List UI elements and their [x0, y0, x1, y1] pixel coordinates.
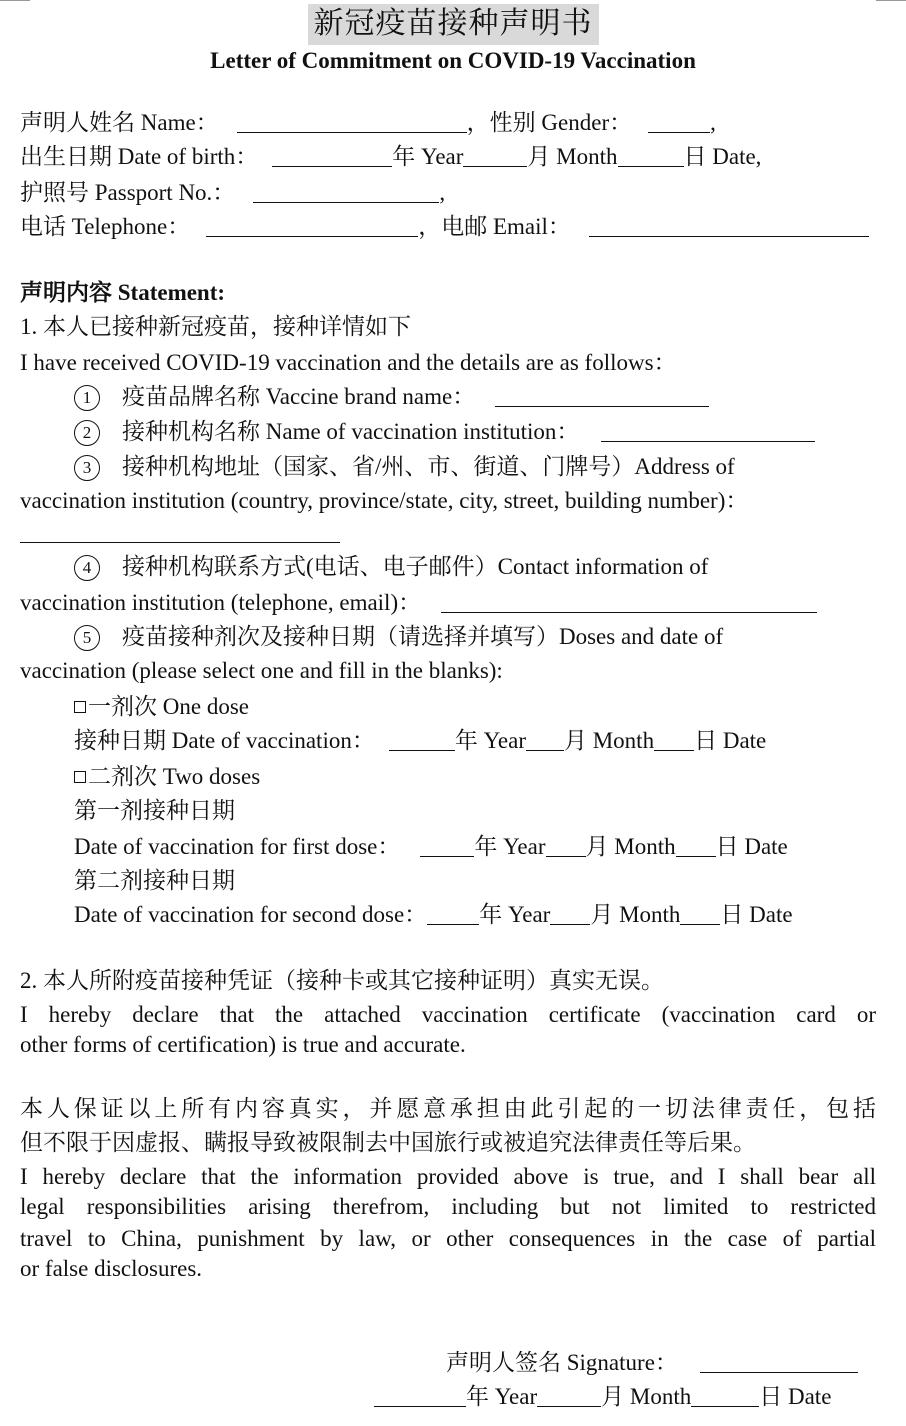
circled-number: 4: [74, 555, 100, 581]
one-dose-month-field[interactable]: [526, 728, 564, 751]
guarantee-cn-line1: 本人保证以上所有内容真实，并愿意承担由此引起的一切法律责任，包括: [20, 1096, 876, 1121]
address-label-cn: 接种机构地址（国家、省/州、市、街道、门牌号）Address of: [122, 454, 735, 479]
circled-number: 1: [74, 385, 100, 411]
passport-label: 护照号 Passport No.：: [20, 180, 236, 205]
signature-line: [446, 1348, 858, 1378]
one-dose-day-field[interactable]: [654, 728, 694, 751]
page-corner-mark: [876, 0, 906, 1]
dob-line: [20, 142, 761, 172]
year-label: 年 Year: [474, 834, 546, 859]
vacc-date-label: 接种日期 Date of vaccination：: [74, 728, 375, 753]
sub-item-address: [74, 452, 735, 482]
title-container: [0, 4, 906, 45]
item1-cn: 1. 本人已接种新冠疫苗，接种详情如下: [20, 314, 411, 339]
one-dose-checkbox[interactable]: [74, 701, 86, 713]
second-dose-cn: 第二剂接种日期: [74, 868, 235, 893]
contact-label-cn: 接种机构联系方式(电话、电子邮件）Contact information of: [122, 554, 709, 579]
sub-item-contact: [74, 552, 708, 582]
brand-label: 疫苗品牌名称 Vaccine brand name：: [122, 384, 476, 409]
sub-item-brand: [74, 382, 709, 412]
one-dose-year-field[interactable]: [389, 728, 455, 751]
item2-en-line2: other forms of certification) is true and accurate.: [20, 1032, 466, 1057]
dob-year-label: 年 Year: [392, 144, 464, 169]
contact-label-line: [20, 588, 817, 618]
dob-year-field[interactable]: [272, 144, 392, 167]
dob-month-field[interactable]: [463, 144, 527, 167]
gender-field[interactable]: [648, 110, 710, 133]
date-label: 日 Date: [720, 902, 793, 927]
signature-label: 声明人签名 Signature：: [446, 1350, 678, 1375]
signature-date-line: [374, 1382, 831, 1412]
one-dose-label: 一剂次 One dose: [88, 694, 249, 719]
gender-label: ，性别 Gender：: [466, 110, 633, 135]
circled-number: 3: [74, 455, 100, 481]
guarantee-en-line4: or false disclosures.: [20, 1256, 203, 1281]
guarantee-en-line1: I hereby declare that the information provided above is true, and I shall bear all: [20, 1164, 876, 1189]
email-field[interactable]: [589, 214, 869, 237]
first-dose-day-field[interactable]: [676, 834, 716, 857]
guarantee-cn-line2: 但不限于因虚报、瞒报导致被限制去中国旅行或被追究法律责任等后果。: [20, 1130, 756, 1155]
name-label: 声明人姓名 Name：: [20, 110, 219, 135]
address-field-line: [20, 518, 340, 548]
second-dose-label: Date of vaccination for second dose：: [74, 902, 428, 927]
first-dose-year-field[interactable]: [420, 834, 474, 857]
first-dose-cn: 第一剂接种日期: [74, 798, 235, 823]
signature-field[interactable]: [700, 1350, 858, 1373]
first-dose-label: Date of vaccination for first dose：: [74, 834, 401, 859]
gender-end: ,: [710, 110, 716, 135]
signature-year-label: 年 Year: [466, 1384, 538, 1409]
two-doses-option: [74, 762, 260, 792]
item1-en: I have received COVID-19 vaccination and the details are as follows：: [20, 350, 677, 375]
address-label-en: vaccination institution (country, province/state, city, street, building number)：: [20, 488, 749, 513]
page-subtitle: Letter of Commitment on COVID-19 Vaccination: [210, 48, 696, 73]
second-dose-date-line: [74, 900, 793, 930]
month-label: 月 Month: [563, 728, 655, 753]
second-dose-month-field[interactable]: [550, 902, 590, 925]
sub-item-institution: [74, 417, 815, 447]
phone-field[interactable]: [206, 214, 418, 237]
signature-year-field[interactable]: [374, 1384, 466, 1407]
doses-label-en: vaccination (please select one and fill in the blanks):: [20, 658, 503, 683]
guarantee-en-line2: legal responsibilities arising therefrom, including but not limited to restricted: [20, 1194, 876, 1219]
month-label: 月 Month: [590, 902, 681, 927]
date-label: 日 Date: [694, 728, 767, 753]
statement-heading: 声明内容 Statement:: [20, 280, 226, 305]
phone-label: 电话 Telephone：: [20, 214, 191, 239]
signature-date-label: 日 Date: [759, 1384, 832, 1409]
two-doses-label: 二剂次 Two doses: [88, 764, 261, 789]
page-title: 新冠疫苗接种声明书: [308, 4, 599, 45]
month-label: 月 Month: [585, 834, 676, 859]
dob-day-label: 日 Date,: [683, 144, 762, 169]
first-dose-month-field[interactable]: [546, 834, 586, 857]
passport-field[interactable]: [253, 180, 439, 203]
guarantee-en-line3: travel to China, punishment by law, or other consequences in the case of partial: [20, 1226, 876, 1251]
brand-field[interactable]: [495, 384, 709, 407]
address-field[interactable]: [20, 520, 340, 543]
one-dose-option: [74, 692, 249, 722]
dob-month-label: 月 Month: [527, 144, 618, 169]
sub-item-doses: [74, 622, 723, 652]
passport-end: ,: [439, 180, 446, 205]
second-dose-day-field[interactable]: [680, 902, 720, 925]
signature-month-field[interactable]: [537, 1384, 601, 1407]
one-dose-date-line: [74, 726, 766, 756]
dob-label: 出生日期 Date of birth：: [20, 144, 259, 169]
institution-label: 接种机构名称 Name of vaccination institution：: [122, 419, 580, 444]
circled-number: 5: [74, 625, 100, 651]
year-label: 年 Year: [479, 902, 551, 927]
year-label: 年 Year: [454, 728, 526, 753]
doses-label-cn: 疫苗接种剂次及接种日期（请选择并填写）Doses and date of: [122, 624, 724, 649]
item2-en-line1: I hereby declare that the attached vaccination certificate (vaccination card or: [20, 1002, 876, 1027]
two-doses-checkbox[interactable]: [74, 771, 86, 783]
dob-day-field[interactable]: [618, 144, 684, 167]
page-corner-mark: [0, 0, 30, 1]
contact-line: [20, 212, 869, 242]
first-dose-date-line: [74, 832, 788, 862]
name-field[interactable]: [237, 110, 467, 133]
email-label: ，电邮 Email：: [418, 214, 571, 239]
name-gender-line: [20, 108, 716, 138]
date-label: 日 Date: [715, 834, 788, 859]
signature-month-label: 月 Month: [601, 1384, 692, 1409]
contact-label-en: vaccination institution (telephone, email)：: [20, 590, 422, 615]
contact-field[interactable]: [441, 590, 817, 613]
item2-cn: 2. 本人所附疫苗接种凭证（接种卡或其它接种证明）真实无误。: [20, 968, 664, 993]
circled-number: 2: [74, 420, 100, 446]
signature-day-field[interactable]: [691, 1384, 759, 1407]
second-dose-year-field[interactable]: [427, 902, 479, 925]
passport-line: [20, 178, 445, 208]
institution-field[interactable]: [601, 419, 815, 442]
